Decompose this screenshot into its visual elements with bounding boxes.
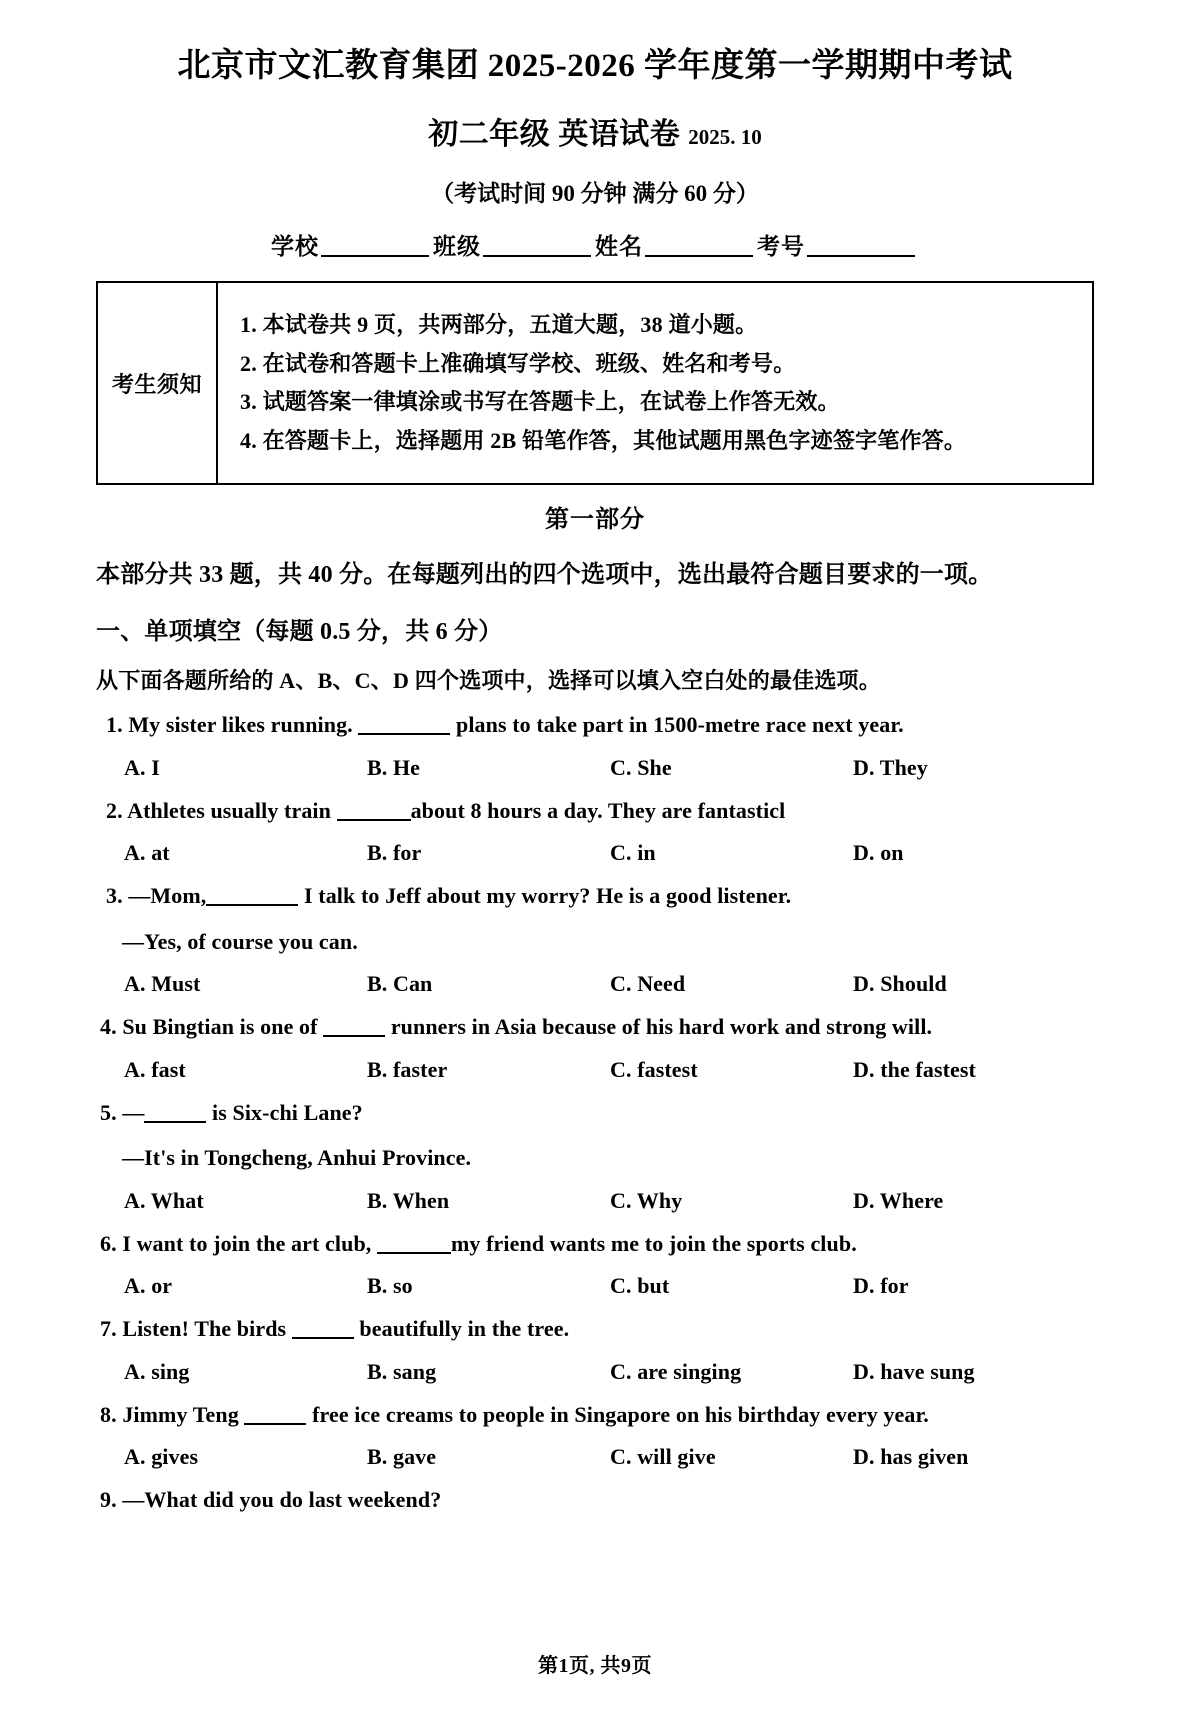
option-a[interactable]: A. or <box>124 1273 173 1299</box>
option-c[interactable]: C. in <box>610 840 656 866</box>
option-row <box>96 1359 1094 1385</box>
option-b[interactable]: B. When <box>367 1187 450 1213</box>
question-stem-after: I talk to Jeff about my worry? He is a good listener. <box>304 883 792 909</box>
question-number: 6. <box>100 1230 117 1256</box>
question-block <box>96 1315 1094 1385</box>
question-block <box>96 797 1094 867</box>
option-row <box>96 1444 1094 1470</box>
question-stem-after: runners in Asia because of his hard work and strong will. <box>390 1014 933 1040</box>
question-stem <box>106 711 1094 739</box>
answer-blank[interactable] <box>206 904 298 906</box>
exam-no-label: 考号 <box>757 234 805 260</box>
question-stem <box>100 1013 1094 1041</box>
option-b[interactable]: B. Can <box>367 971 433 997</box>
section-heading: 一、单项填空（每题 0.5 分，共 6 分） <box>96 619 503 646</box>
subtitle-text: 初二年级 英语试卷 <box>428 118 681 152</box>
answer-blank[interactable] <box>292 1337 354 1339</box>
option-d[interactable]: D. on <box>853 840 904 866</box>
option-row <box>96 1057 1094 1083</box>
page-title: 北京市文汇教育集团 2025-2026 学年度第一学期期中考试 <box>177 48 1013 84</box>
option-a[interactable]: A. sing <box>124 1358 190 1384</box>
option-c[interactable]: C. Why <box>610 1187 683 1213</box>
question-stem-before: My sister likes running. <box>128 712 353 738</box>
notice-item: 4. 在答题卡上，选择题用 2B 铅笔作答，其他试题用黑色字迹签字笔作答。 <box>240 427 967 453</box>
question-stem <box>100 1401 1094 1429</box>
question-stem-before: —Mom, <box>128 883 207 909</box>
question-number: 3. <box>106 883 123 909</box>
page-footer: 第1页, 共9页 <box>538 1655 652 1677</box>
question-stem-before: Listen! The birds <box>122 1316 287 1342</box>
student-info-line <box>96 228 1094 261</box>
question-stem <box>100 1486 1094 1514</box>
option-d[interactable]: D. have sung <box>853 1358 975 1384</box>
question-block <box>96 1486 1094 1514</box>
question-stem-line2: —Yes, of course you can. <box>122 928 358 954</box>
question-number: 4. <box>100 1014 117 1040</box>
candidate-notice-box <box>96 281 1094 485</box>
option-b[interactable]: B. He <box>367 754 421 780</box>
option-d[interactable]: D. the fastest <box>853 1056 976 1082</box>
option-c[interactable]: C. are singing <box>610 1358 742 1384</box>
option-c[interactable]: C. will give <box>610 1444 716 1470</box>
option-row <box>96 971 1094 997</box>
option-a[interactable]: A. Must <box>124 971 201 997</box>
question-block <box>96 1230 1094 1300</box>
question-stem-before: Athletes usually train <box>127 797 331 823</box>
option-d[interactable]: D. Where <box>853 1187 944 1213</box>
answer-blank[interactable] <box>337 819 411 821</box>
name-label: 姓名 <box>595 234 643 260</box>
notice-item: 1. 本试卷共 9 页，共两部分，五道大题，38 道小题。 <box>240 312 758 338</box>
answer-blank[interactable] <box>244 1423 306 1425</box>
option-d[interactable]: D. They <box>853 754 928 780</box>
question-stem <box>100 1315 1094 1343</box>
question-number: 5. <box>100 1099 117 1125</box>
class-label: 班级 <box>433 234 481 260</box>
class-blank[interactable] <box>483 255 591 257</box>
option-a[interactable]: A. I <box>124 754 160 780</box>
notice-item: 2. 在试卷和答题卡上准确填写学校、班级、姓名和考号。 <box>240 350 796 376</box>
question-stem-after: beautifully in the tree. <box>359 1316 570 1342</box>
option-b[interactable]: B. gave <box>367 1444 437 1470</box>
school-blank[interactable] <box>321 255 429 257</box>
notice-box-label: 考生须知 <box>98 283 218 483</box>
question-number: 1. <box>106 712 123 738</box>
answer-blank[interactable] <box>323 1035 385 1037</box>
question-stem <box>100 1230 1094 1258</box>
question-stem <box>100 1099 1094 1127</box>
option-d[interactable]: D. for <box>853 1273 909 1299</box>
part-heading: 第一部分 <box>545 507 645 534</box>
question-stem-before: Jimmy Teng <box>122 1401 239 1427</box>
page-subtitle <box>96 109 1094 153</box>
option-row <box>96 755 1094 781</box>
question-number: 2. <box>106 797 123 823</box>
answer-blank[interactable] <box>377 1252 451 1254</box>
notice-items <box>218 283 1092 483</box>
option-a[interactable]: A. gives <box>124 1444 199 1470</box>
name-blank[interactable] <box>645 255 753 257</box>
question-stem-before: — <box>122 1099 145 1125</box>
option-d[interactable]: D. Should <box>853 971 947 997</box>
question-number: 9. <box>100 1487 117 1513</box>
question-stem-before: —What did you do last weekend? <box>122 1487 442 1513</box>
question-stem <box>106 797 1094 825</box>
question-stem-line2: —It's in Tongcheng, Anhui Province. <box>122 1145 472 1171</box>
option-c[interactable]: C. She <box>610 754 672 780</box>
option-a[interactable]: A. What <box>124 1187 204 1213</box>
option-b[interactable]: B. so <box>367 1273 413 1299</box>
school-label: 学校 <box>271 234 319 260</box>
question-stem-before: I want to join the art club, <box>122 1230 372 1256</box>
subtitle-date: 2025. 10 <box>688 125 762 150</box>
notice-item: 3. 试题答案一律填涂或书写在答题卡上，在试卷上作答无效。 <box>240 389 840 415</box>
answer-blank[interactable] <box>358 733 450 735</box>
question-block <box>96 1013 1094 1083</box>
option-c[interactable]: C. fastest <box>610 1056 698 1082</box>
section-description: 从下面各题所给的 A、B、C、D 四个选项中，选择可以填入空白处的最佳选项。 <box>96 668 881 694</box>
question-block <box>96 1401 1094 1471</box>
question-stem-after: plans to take part in 1500-metre race next year. <box>456 712 904 738</box>
option-b[interactable]: B. for <box>367 840 422 866</box>
question-stem-after: about 8 hours a day. They are fantasticl <box>410 797 786 823</box>
question-number: 7. <box>100 1316 117 1342</box>
question-block <box>96 1099 1094 1214</box>
question-stem-after: my friend wants me to join the sports club. <box>451 1230 857 1256</box>
option-row <box>96 840 1094 866</box>
question-block <box>96 882 1094 997</box>
question-stem <box>106 882 1094 910</box>
option-d[interactable]: D. has given <box>853 1444 969 1470</box>
option-b[interactable]: B. sang <box>367 1358 437 1384</box>
question-stem-after: is Six-chi Lane? <box>212 1099 363 1125</box>
question-stem-after: free ice creams to people in Singapore on his birthday every year. <box>312 1401 929 1427</box>
question-stem-before: Su Bingtian is one of <box>122 1014 318 1040</box>
option-b[interactable]: B. faster <box>367 1056 448 1082</box>
option-c[interactable]: C. Need <box>610 971 686 997</box>
option-c[interactable]: C. but <box>610 1273 670 1299</box>
question-block <box>96 711 1094 781</box>
option-row <box>96 1188 1094 1214</box>
exam-no-blank[interactable] <box>807 255 915 257</box>
exam-meta: （考试时间 90 分钟 满分 60 分） <box>431 181 759 207</box>
answer-blank[interactable] <box>144 1121 206 1123</box>
option-a[interactable]: A. fast <box>124 1056 186 1082</box>
part-description: 本部分共 33 题，共 40 分。在每题列出的四个选项中，选出最符合题目要求的一项。 <box>96 562 993 589</box>
question-number: 8. <box>100 1401 117 1427</box>
option-a[interactable]: A. at <box>124 840 170 866</box>
option-row <box>96 1273 1094 1299</box>
